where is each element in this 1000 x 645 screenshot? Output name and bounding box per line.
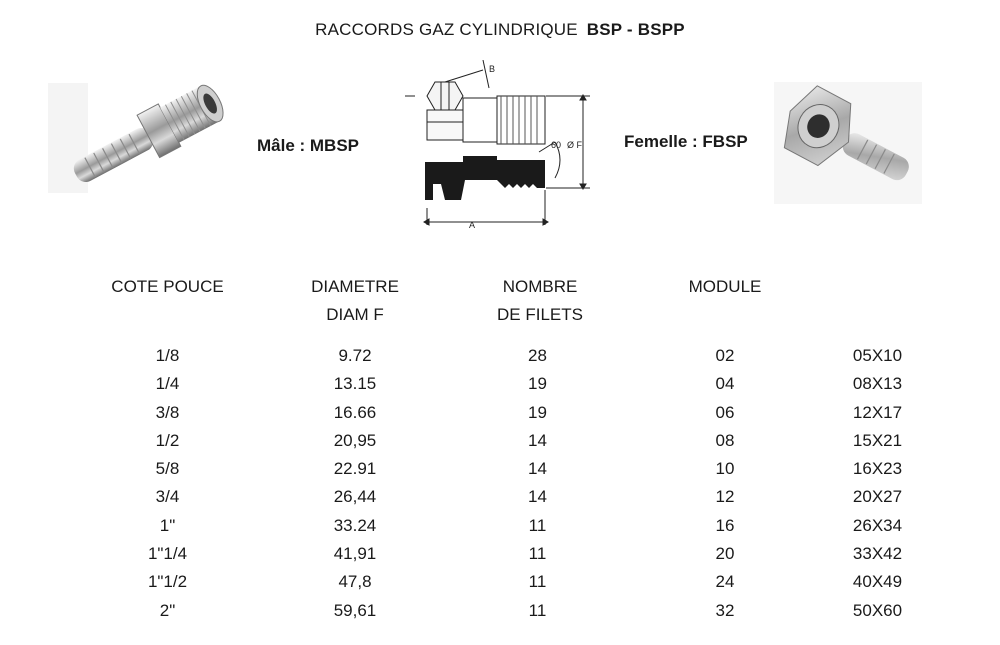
cell-diam: 47,8 <box>338 572 372 592</box>
table-row <box>0 370 1000 398</box>
diagram-label-f: Ø F <box>567 140 582 150</box>
cell-size: 40X49 <box>852 572 903 592</box>
diagram-label-a: A <box>469 220 476 230</box>
header-filets-line2: DE FILETS <box>497 305 583 324</box>
table-row <box>0 512 1000 540</box>
cell-filets: 19 <box>528 402 547 422</box>
cell-cote: 3/4 <box>155 487 180 507</box>
female-fitting-image <box>774 82 922 204</box>
table-row <box>0 540 1000 568</box>
cell-module: 04 <box>715 374 735 394</box>
cell-filets: 14 <box>528 487 547 507</box>
cell-cote: 1"1/4 <box>147 544 188 564</box>
cell-filets: 28 <box>528 346 547 365</box>
cell-filets: 19 <box>528 374 547 394</box>
cell-cote: 1" <box>159 515 176 535</box>
cell-module: 02 <box>715 346 735 365</box>
cell-diam: 26,44 <box>333 487 377 507</box>
diagram-label-angle: 60 <box>551 140 562 150</box>
cell-size: 08X13 <box>852 374 903 394</box>
male-fitting-image <box>48 77 238 197</box>
title-bold: BSP - BSPP <box>586 20 685 39</box>
cell-size: 26X34 <box>852 515 903 535</box>
cell-size: 50X60 <box>852 600 903 620</box>
cell-size: 20X27 <box>852 487 903 507</box>
cell-filets: 14 <box>528 430 547 450</box>
male-label: Mâle : MBSP <box>257 136 360 155</box>
header-module <box>670 273 780 301</box>
cell-cote: 1/2 <box>155 430 180 450</box>
cell-module: 20 <box>715 544 735 564</box>
cell-filets: 11 <box>528 515 547 535</box>
cell-filets: 11 <box>528 544 547 564</box>
header-diametre <box>290 273 420 329</box>
cell-module: 32 <box>715 600 735 620</box>
table-row <box>0 455 1000 483</box>
cell-filets: 14 <box>528 459 547 479</box>
cell-cote: 5/8 <box>155 459 180 479</box>
data-table <box>0 342 1000 625</box>
cell-size: 33X42 <box>852 544 903 564</box>
cell-module: 06 <box>715 402 735 422</box>
cell-module: 16 <box>715 515 735 535</box>
header-diametre-line2: DIAM F <box>326 305 384 324</box>
cell-filets: 11 <box>528 600 547 620</box>
header-filets-line1: NOMBRE <box>502 277 578 296</box>
table-row <box>0 597 1000 625</box>
page-title <box>0 20 1000 40</box>
diagram-label-b: B <box>489 64 496 74</box>
cell-size: 15X21 <box>852 430 903 450</box>
table-row <box>0 568 1000 596</box>
cell-diam: 59,61 <box>333 600 377 620</box>
header-module-text: MODULE <box>688 277 762 296</box>
cell-cote: 1/8 <box>155 346 180 365</box>
header-diametre-line1: DIAMETRE <box>311 277 399 296</box>
cell-diam: 33.24 <box>333 515 377 535</box>
cell-diam: 22.91 <box>333 459 377 479</box>
technical-diagram <box>405 60 605 235</box>
table-row <box>0 342 1000 370</box>
cell-cote: 2" <box>159 600 176 620</box>
table-row <box>0 427 1000 455</box>
cell-diam: 16.66 <box>333 402 377 422</box>
cell-filets: 11 <box>528 572 547 592</box>
cell-cote: 3/8 <box>155 402 180 422</box>
cell-cote: 1"1/2 <box>147 572 188 592</box>
cell-module: 24 <box>715 572 735 592</box>
female-label: Femelle : FBSP <box>624 132 748 151</box>
table-row <box>0 399 1000 427</box>
cell-cote: 1/4 <box>155 374 180 394</box>
cell-diam: 13.15 <box>333 374 377 394</box>
cell-diam: 41,91 <box>333 544 377 564</box>
cell-module: 12 <box>715 487 735 507</box>
cell-size: 05X10 <box>852 346 903 365</box>
cell-size: 12X17 <box>852 402 903 422</box>
cell-diam: 20,95 <box>333 430 377 450</box>
cell-module: 08 <box>715 430 735 450</box>
cell-size: 16X23 <box>852 459 903 479</box>
cell-module: 10 <box>715 459 735 479</box>
header-cote-text: COTE POUCE <box>111 277 224 296</box>
title-main: RACCORDS GAZ CYLINDRIQUE <box>315 20 578 39</box>
table-row <box>0 483 1000 511</box>
header-cote <box>100 273 235 301</box>
cell-diam: 9.72 <box>338 346 372 365</box>
header-filets <box>480 273 600 329</box>
